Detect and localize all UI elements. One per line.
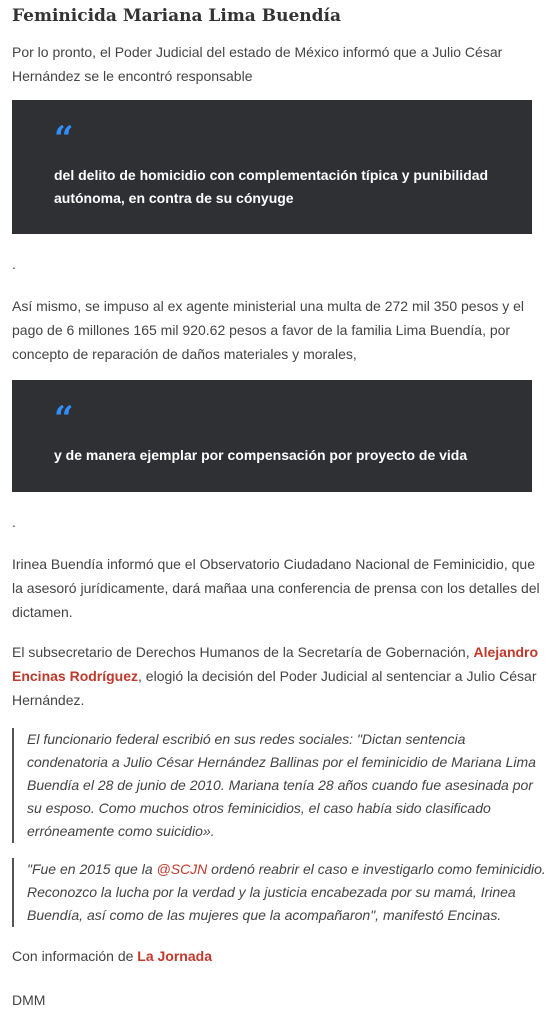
signature: DMM xyxy=(12,992,46,1008)
link-scjn[interactable]: @SCJN xyxy=(156,861,208,877)
source-line xyxy=(12,944,540,968)
pull-quote-2-text: y de manera ejemplar por compensación por proyecto de vida xyxy=(54,447,468,463)
separator-dot: . xyxy=(12,514,16,530)
paragraph-encinas-text-end: , elogió la decisión del Poder Judicial al sentenciar a Julio César Hernández. xyxy=(12,668,537,708)
blockquote-2 xyxy=(12,858,547,927)
pull-quote-1-text: del delito de homicidio con complementación típica y punibilidad autónoma, en contra de su cónyuge xyxy=(54,167,489,206)
paragraph-encinas-text: El subsecretario de Derechos Humanos de la Secretaría de Gobernación, xyxy=(12,644,474,660)
paragraph-observatorio: Irinea Buendía informó que el Observatorio Ciudadano Nacional de Feminicidio, que la asesoró jurídicamente, dará mañaa una conferencia de prensa con los detalles del dictamen. xyxy=(12,556,540,620)
paragraph-encinas xyxy=(12,640,540,712)
paragraph-fine: Así mismo, se impuso al ex agente ministerial una multa de 272 mil 350 pesos y el pago de 6 millones 165 mil 920.62 pesos a favor de la familia Lima Buendía, por concepto de reparación de daños materiales y morales, xyxy=(12,298,525,362)
pull-quote-2 xyxy=(12,380,532,492)
link-la-jornada[interactable]: La Jornada xyxy=(137,948,212,964)
pull-quote-1 xyxy=(12,100,532,234)
article-heading: Feminicida Mariana Lima Buendía xyxy=(12,6,342,26)
link-alejandro-encinas[interactable]: Alejandro Encinas Rodríguez xyxy=(12,644,539,684)
separator-dot: . xyxy=(12,256,16,272)
source-label: Con información de xyxy=(12,948,138,964)
blockquote-2-text-end: ordenó reabrir el caso e investigarlo como feminicidio. Reconozco la lucha por la verdad y la justicia encabezada por su mamá, Irinea Buendía, así como de las mujeres que la acompañaron", manifestó Encinas. xyxy=(27,861,546,923)
quote-icon: “ xyxy=(54,119,74,159)
quote-icon: “ xyxy=(54,399,74,439)
paragraph-intro: Por lo pronto, el Poder Judicial del estado de México informó que a Julio César Hernández se le encontró responsable xyxy=(12,44,503,84)
blockquote-2-text: "Fue en 2015 que la xyxy=(27,861,157,877)
blockquote-1: El funcionario federal escribió en sus redes sociales: "Dictan sentencia condenatoria a Julio César Hernández Ballinas por el feminicidio de Mariana Lima Buendía el 28 de junio de 2010. Mariana tenía 28 años cuando fue asesinada por su esposo. Como muchos otros feminicidios, el caso había sido clasificado erróneamente como suicidio». xyxy=(12,728,547,843)
